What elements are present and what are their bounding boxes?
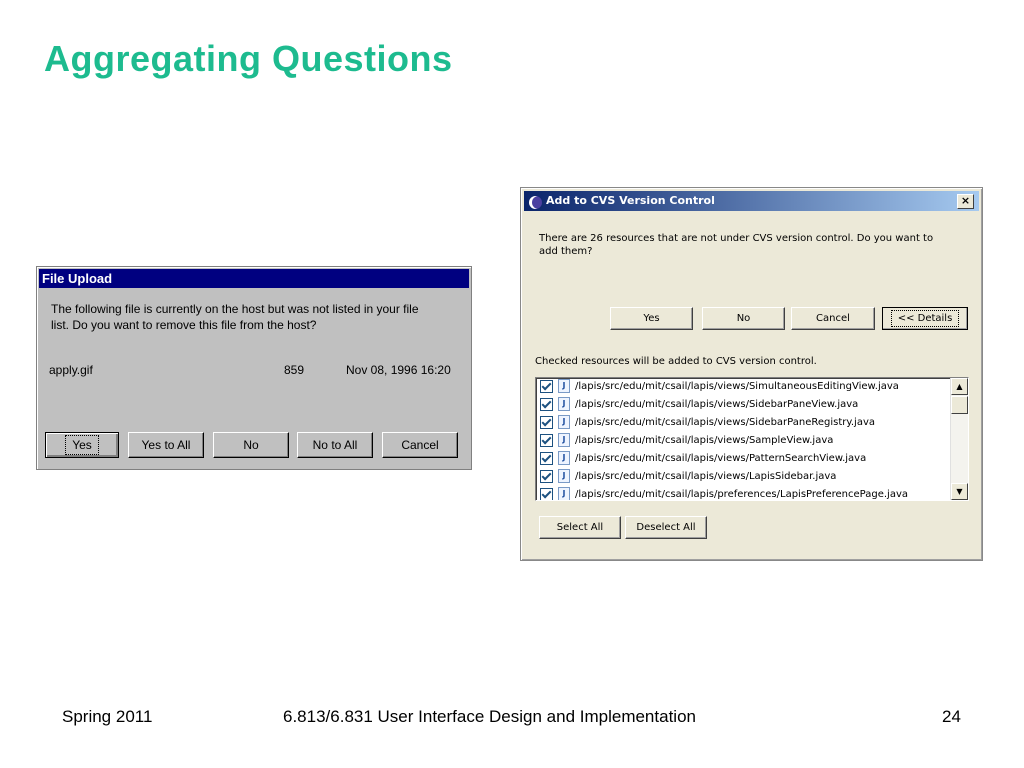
file-upload-message-line-2: list. Do you want to remove this file from the host? [51, 318, 317, 332]
file-upload-message-line-1: The following file is currently on the host but was not listed in your file [51, 302, 419, 316]
list-item[interactable] [540, 468, 836, 486]
deselect-all-label: Deselect All [636, 522, 696, 533]
cvs-message [539, 232, 959, 258]
cvs-dialog [520, 187, 983, 561]
checkbox-icon[interactable] [540, 488, 553, 501]
resource-path: /lapis/src/edu/mit/csail/lapis/views/SampleView.java [575, 435, 834, 446]
cancel-button-label: Cancel [401, 438, 439, 452]
footer-course: 6.813/6.831 User Interface Design and Implementation [283, 707, 696, 726]
cvs-message-line-2: add them? [539, 246, 593, 257]
cvs-title: Add to CVS Version Control [546, 194, 715, 207]
scrollbar-thumb[interactable] [951, 396, 968, 414]
resource-path: /lapis/src/edu/mit/csail/lapis/views/SidebarPaneRegistry.java [575, 417, 875, 428]
cvs-cancel-label: Cancel [816, 313, 850, 324]
file-upload-title: File Upload [42, 271, 113, 286]
file-size: 859 [284, 363, 305, 377]
cvs-no-button[interactable] [702, 307, 785, 330]
eclipse-icon [529, 196, 542, 209]
cvs-yes-button[interactable] [610, 307, 693, 330]
scroll-down-arrow-icon[interactable]: ▼ [951, 483, 968, 500]
resource-path: /lapis/src/edu/mit/csail/lapis/views/LapisSidebar.java [575, 471, 837, 482]
yes-button[interactable] [45, 432, 119, 458]
java-file-icon: J [558, 487, 570, 501]
cvs-cancel-button[interactable] [791, 307, 875, 330]
checkbox-icon[interactable] [540, 434, 553, 447]
java-file-icon: J [558, 433, 570, 447]
resource-path: /lapis/src/edu/mit/csail/lapis/views/SimultaneousEditingView.java [575, 381, 899, 392]
checkbox-icon[interactable] [540, 398, 553, 411]
resource-path: /lapis/src/edu/mit/csail/lapis/views/PatternSearchView.java [575, 453, 867, 464]
footer-date: Spring 2011 [62, 707, 153, 726]
checkbox-icon[interactable] [540, 416, 553, 429]
resource-path: /lapis/src/edu/mit/csail/lapis/views/SidebarPaneView.java [575, 399, 859, 410]
select-all-button[interactable] [539, 516, 621, 539]
yes-to-all-button[interactable] [128, 432, 204, 458]
footer-page-number: 24 [942, 707, 961, 726]
list-item[interactable] [540, 378, 899, 396]
vertical-scrollbar[interactable] [950, 378, 968, 500]
list-item[interactable] [540, 432, 833, 450]
details-button[interactable] [882, 307, 968, 330]
list-item[interactable] [540, 450, 866, 468]
cvs-note: Checked resources will be added to CVS version control. [535, 356, 817, 367]
checkbox-icon[interactable] [540, 470, 553, 483]
details-label: << Details [894, 313, 957, 324]
scroll-up-arrow-icon[interactable]: ▲ [951, 378, 968, 395]
file-upload-message [51, 301, 461, 333]
yes-to-all-label: Yes to All [141, 438, 191, 452]
select-all-label: Select All [556, 522, 604, 533]
checkbox-icon[interactable] [540, 380, 553, 393]
no-to-all-button[interactable] [297, 432, 373, 458]
resource-path: /lapis/src/edu/mit/csail/lapis/preferences/LapisPreferencePage.java [575, 489, 908, 500]
java-file-icon: J [558, 397, 570, 411]
java-file-icon: J [558, 415, 570, 429]
list-item[interactable] [540, 396, 858, 414]
java-file-icon: J [558, 469, 570, 483]
java-file-icon: J [558, 379, 570, 393]
yes-button-label: Yes [68, 438, 96, 452]
slide-title: Aggregating Questions [44, 38, 453, 79]
cvs-yes-label: Yes [643, 313, 660, 324]
no-to-all-label: No to All [312, 438, 358, 452]
file-upload-dialog [36, 266, 472, 470]
java-file-icon: J [558, 451, 570, 465]
no-button-label: No [243, 438, 259, 452]
list-item[interactable] [540, 414, 875, 432]
file-date: Nov 08, 1996 16:20 [346, 363, 451, 377]
cvs-title-bar[interactable] [524, 191, 979, 211]
cvs-message-line-1: There are 26 resources that are not under CVS version control. Do you want to [539, 233, 934, 244]
cancel-button[interactable] [382, 432, 458, 458]
resource-list[interactable] [535, 377, 969, 501]
no-button[interactable] [213, 432, 289, 458]
deselect-all-button[interactable] [625, 516, 707, 539]
cvs-no-label: No [736, 313, 751, 324]
file-upload-title-bar[interactable] [39, 269, 469, 288]
checkbox-icon[interactable] [540, 452, 553, 465]
file-name: apply.gif [49, 363, 93, 377]
list-item[interactable] [540, 486, 908, 501]
close-icon[interactable]: × [957, 194, 974, 209]
